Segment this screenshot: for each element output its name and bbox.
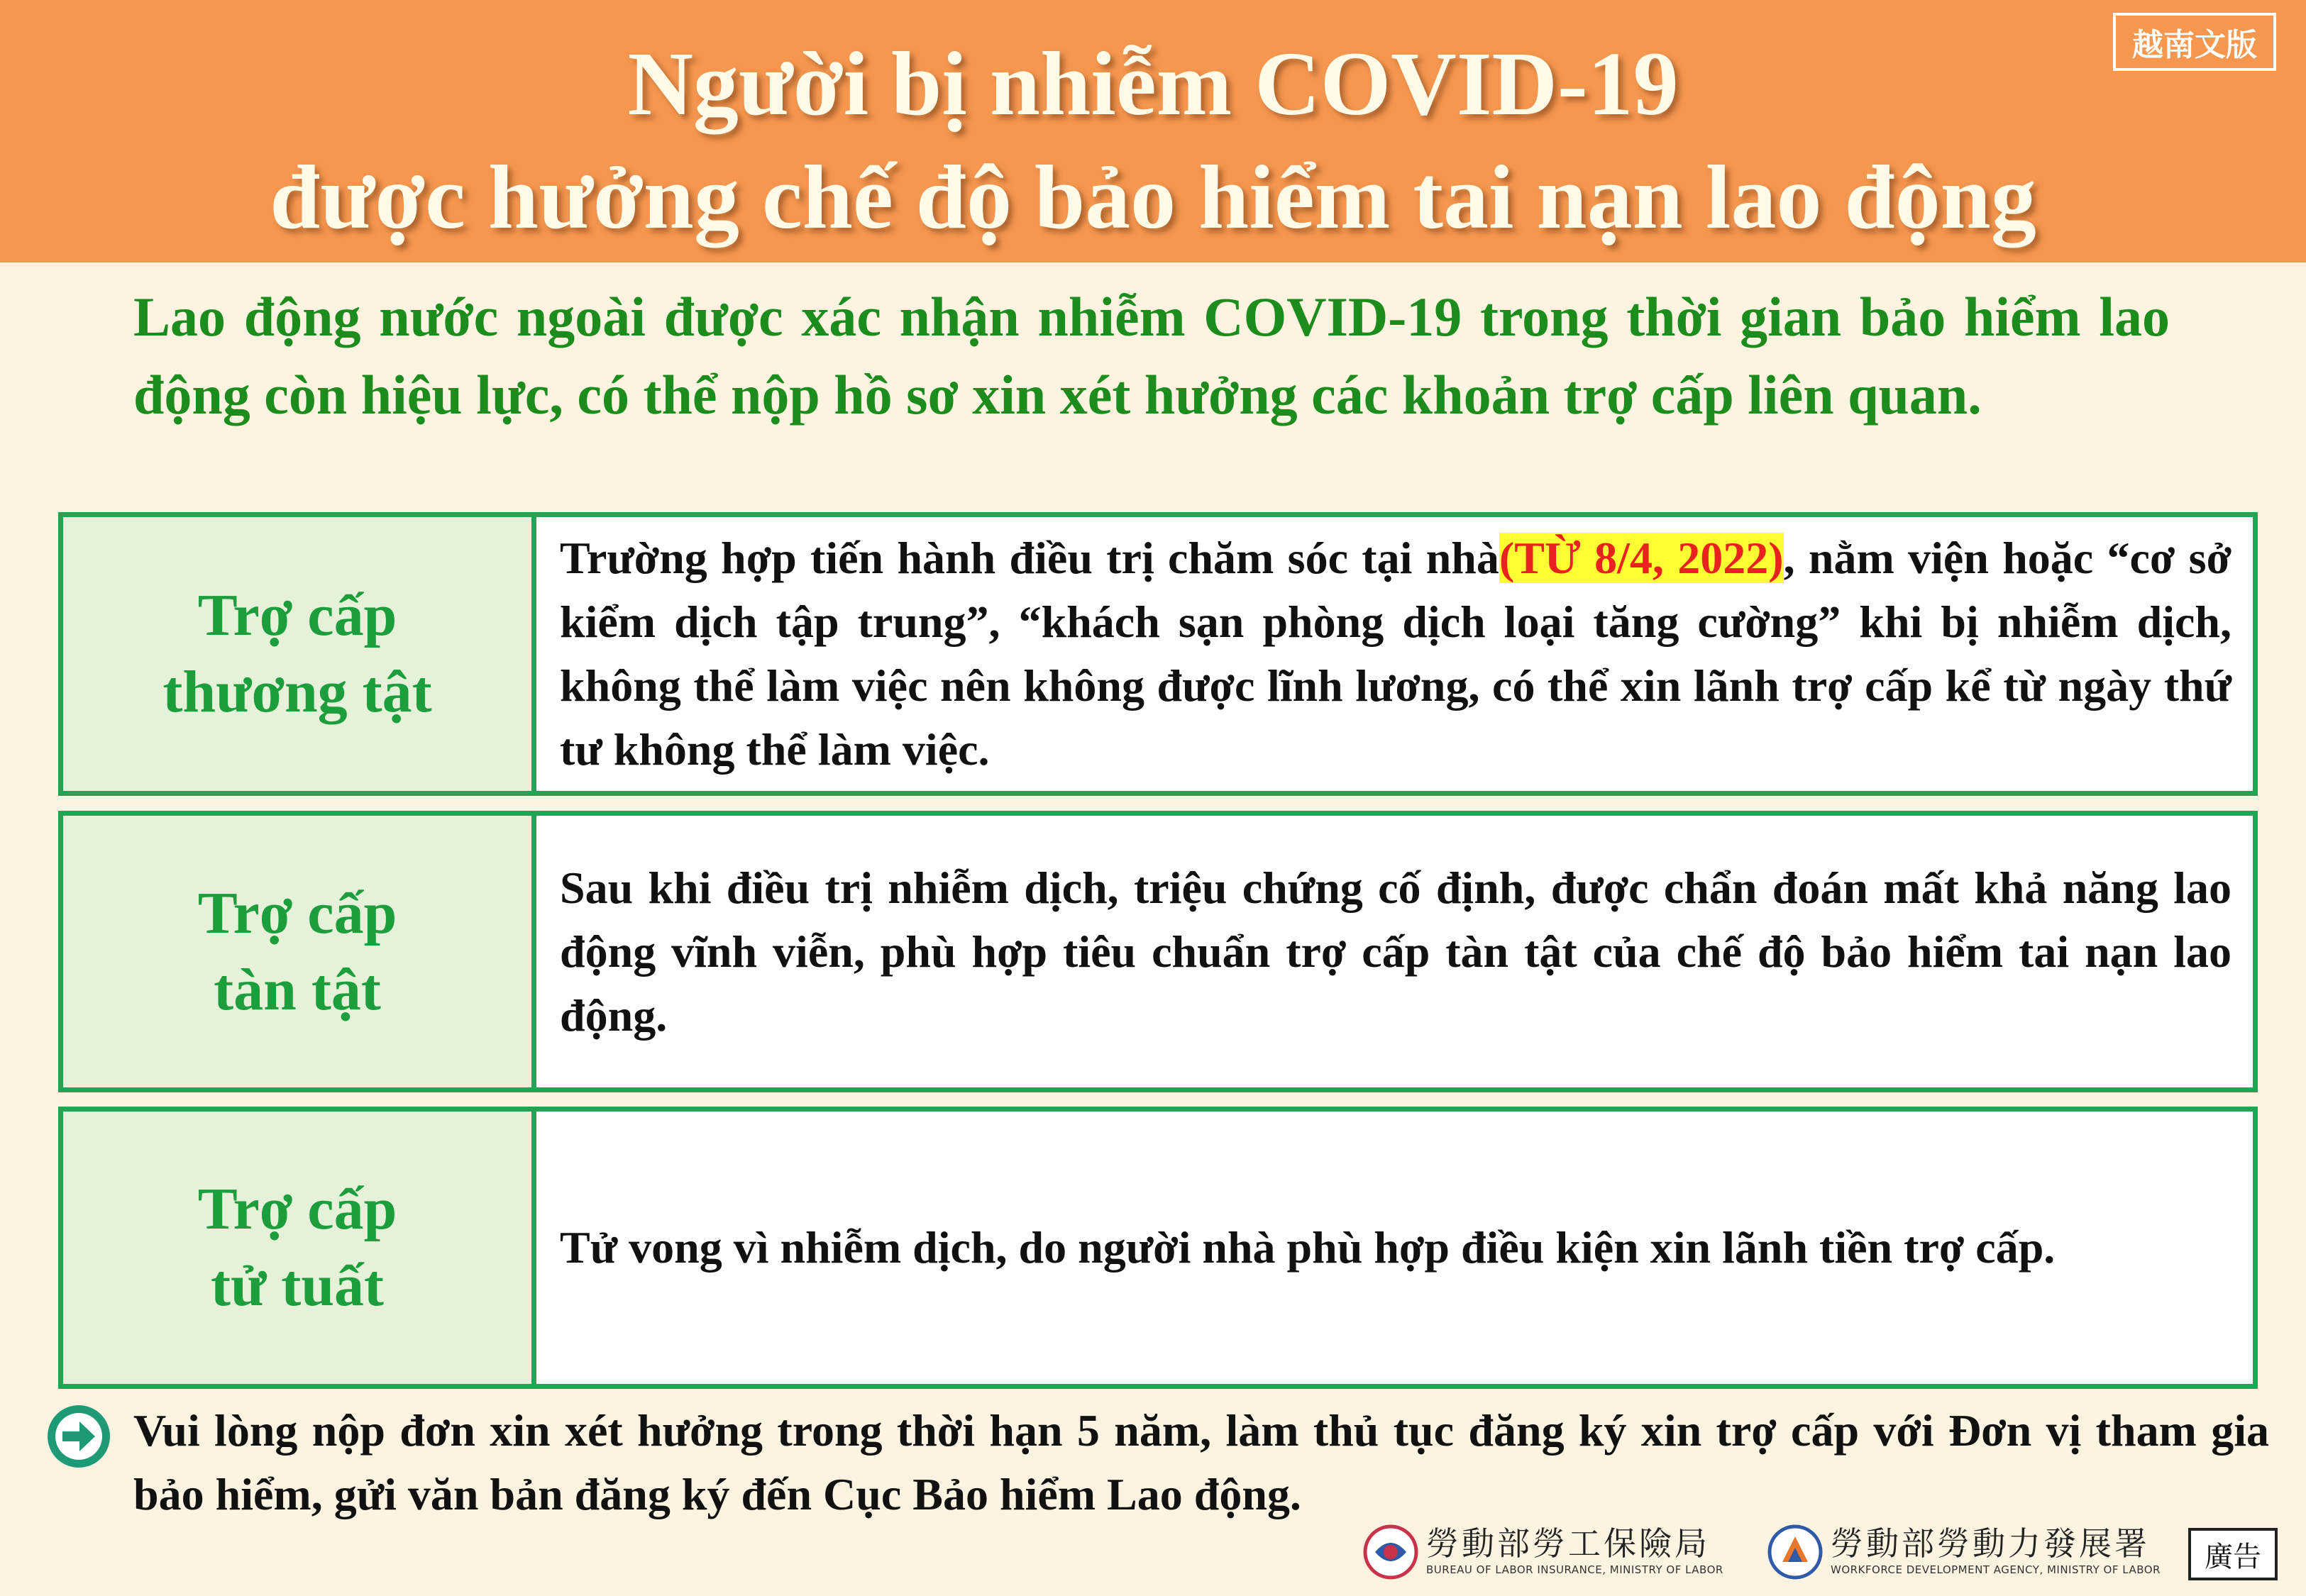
title-line-1: Người bị nhiễm COVID-19 — [627, 33, 1679, 134]
date-highlight: (TỪ 8/4, 2022) — [1499, 533, 1784, 583]
arrow-right-circle-icon — [47, 1404, 111, 1468]
advertisement-tag: 廣告 — [2188, 1528, 2278, 1580]
benefit-label-line-1: Trợ cấp — [197, 1176, 397, 1242]
footer — [1362, 1517, 2278, 1587]
intro-text: Lao động nước ngoài được xác nhận nhiễm COVID-19 trong thời gian bảo hiểm lao động còn hiệu lực, có thể nộp hồ sơ xin xét hưởng các khoản trợ cấp liên quan. — [133, 286, 2170, 426]
org2-name-zh: 勞動部勞動力發展署 — [1831, 1524, 2150, 1563]
benefit-label-line-2: thương tật — [162, 659, 432, 725]
org1-name-zh: 勞動部勞工保險局 — [1426, 1524, 1710, 1563]
benefit-label-line-2: tử tuất — [210, 1253, 385, 1319]
title-line-2: được hưởng chế độ bảo hiểm tai nạn lao động — [270, 147, 2036, 248]
org-workforce-agency — [1767, 1517, 2185, 1587]
org1-name-en: BUREAU OF LABOR INSURANCE, MINISTRY OF LABOR — [1426, 1563, 1723, 1576]
benefit-description — [560, 517, 2231, 791]
org-labor-insurance — [1362, 1517, 1760, 1587]
benefit-description — [560, 1112, 2231, 1384]
benefit-label — [63, 517, 536, 791]
benefit-label-line-1: Trợ cấp — [197, 582, 397, 648]
benefit-desc-text: Tử vong vì nhiễm dịch, do người nhà phù hợp điều kiện xin lãnh tiền trợ cấp. — [560, 1222, 2056, 1273]
benefit-label — [63, 1112, 536, 1384]
page-title — [0, 27, 2306, 254]
language-tag: 越南文版 — [2113, 13, 2276, 71]
benefit-desc-part-1: Trường hợp tiến hành điều trị chăm sóc tại nhà — [560, 533, 1499, 583]
benefit-label — [63, 816, 536, 1087]
org2-name-en: WORKFORCE DEVELOPMENT AGENCY, MINISTRY OF LABOR — [1831, 1563, 2161, 1576]
benefit-label-line-2: tàn tật — [214, 956, 381, 1023]
header-banner — [0, 0, 2306, 262]
benefit-row-disability — [58, 811, 2258, 1092]
benefit-label-line-1: Trợ cấp — [197, 880, 397, 946]
benefit-row-death — [58, 1107, 2258, 1389]
benefit-desc-part-2: , nằm viện hoặc “cơ sở kiểm dịch tập trung”, “khách sạn phòng dịch loại tăng cường” khi bị nhiễm dịch, không thể làm việc nên không được lĩnh lương, có thể xin lãnh trợ cấp kể từ ngày thứ tư không thể làm việc. — [560, 533, 2232, 775]
labor-insurance-logo-icon — [1362, 1524, 1419, 1580]
benefit-row-injury — [58, 512, 2258, 796]
benefit-description — [560, 816, 2231, 1087]
benefit-desc-text: Sau khi điều trị nhiễm dịch, triệu chứng cố định, được chẩn đoán mất khả năng lao động vĩnh viễn, phù hợp tiêu chuẩn trợ cấp tàn tật của chế độ bảo hiểm tai nạn lao động. — [560, 862, 2231, 1041]
note-text: Vui lòng nộp đơn xin xét hưởng trong thời hạn 5 năm, làm thủ tục đăng ký xin trợ cấp với Đơn vị tham gia bảo hiểm, gửi văn bản đăng ký đến Cục Bảo hiểm Lao động. — [133, 1405, 2269, 1519]
workforce-agency-logo-icon — [1767, 1524, 1824, 1580]
